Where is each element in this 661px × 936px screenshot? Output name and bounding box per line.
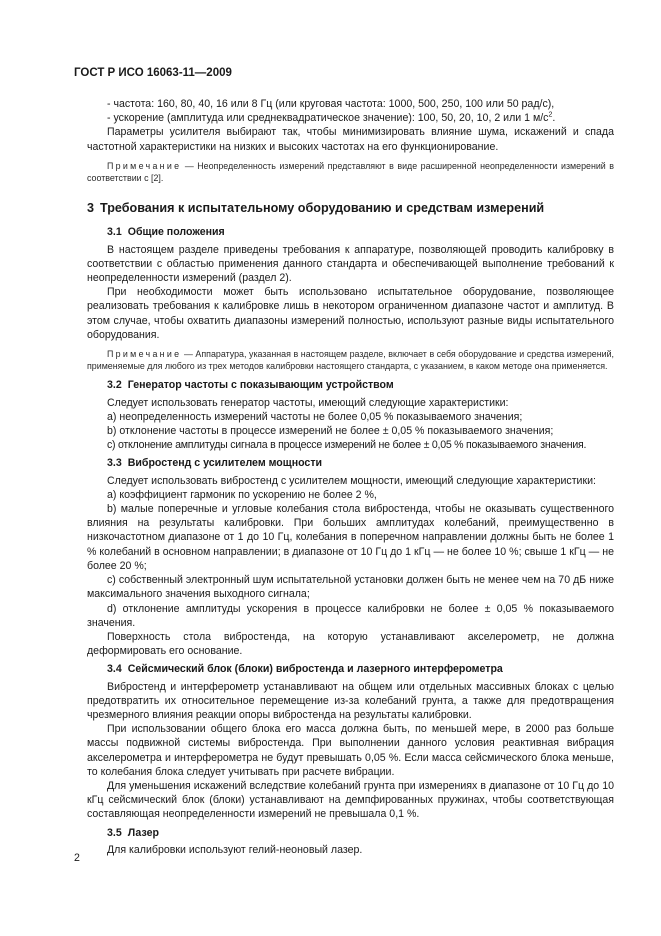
subsection-3-4-heading: [107, 662, 614, 676]
note-text: — Аппаратура, указанная в настоящем разделе, включает в себя оборудование и средства измерений, применяемые для любого из трех методов калибровки настоящего стандарта, с указанием, в каком методе она применяется.: [87, 349, 614, 372]
list-item-frequency: - частота: 160, 80, 40, 16 или 8 Гц (или круговая частота: 1000, 500, 250, 100 или 50 рад/с),: [107, 98, 555, 110]
note-uncertainty: [87, 160, 614, 184]
subsection-title: Лазер: [127, 826, 159, 839]
list-item-acceleration: [87, 111, 614, 125]
section-number: 3: [87, 201, 95, 216]
subsection-title: Вибростенд с усилителем мощности: [127, 457, 323, 470]
subsection-3-1-heading: [107, 225, 614, 239]
section-3-heading: [87, 201, 614, 215]
paragraph: При необходимости может быть использовано испытательное оборудование, позволяющее реализовать требования к калибровке лишь в некотором ограниченном диапазоне частот и амплитуд. В этом случае, чтобы охватить диапазоны измерений полностью, используют разные виды испытательного оборудования.: [87, 286, 614, 341]
note-equipment: [87, 348, 614, 372]
note-text: — Неопределенность измерений представляют в виде расширенной неопределенности измерений в соответствии с [2].: [87, 160, 614, 184]
subsection-number: 3.2: [107, 379, 122, 392]
list-item: b) отклонение частоты в процессе измерений не более ± 0,05 % показываемого значения;: [107, 425, 554, 438]
document-header: ГОСТ Р ИСО 16063-11—2009: [74, 67, 232, 79]
subsection-title: Сейсмический блок (блоки) вибростенда и лазерного интерферометра: [127, 663, 503, 676]
paragraph: Следует использовать вибростенд с усилителем мощности, имеющий следующие характеристики:: [107, 474, 596, 487]
subsection-title: Генератор частоты с показывающим устройством: [127, 379, 394, 392]
paragraph: Для калибровки используют гелий-неоновый лазер.: [107, 843, 363, 856]
subsection-number: 3.1: [107, 226, 122, 239]
list-item: a) неопределенность измерений частоты не более 0,05 % показываемого значения;: [107, 410, 523, 423]
list-item-acceleration-end: .: [552, 112, 556, 125]
note-label: Примечание: [107, 160, 182, 171]
list-item: b) малые поперечные и угловые колебания стола вибростенда, чтобы не оказывать существенного влияния на результаты калибровки. При больших амплитудах колебаний, преимущественно в низкочастотном диапазоне от 1 до 10 Гц, колебания в поперечном направлении должны быть не более 1 % колебаний в основном направлении; в диапазоне от 10 Гц до 1 кГц — не более 10 %; свыше 1 кГц — не более 20 %;: [87, 503, 614, 572]
paragraph-amplifier: Параметры усилителя выбирают так, чтобы минимизировать влияние шума, искажений и спада частотной характеристики на низких и высоких частотах на его функционирование.: [87, 126, 614, 153]
subsection-number: 3.3: [107, 457, 122, 470]
paragraph: При использовании общего блока его масса должна быть, по меньшей мере, в 2000 раз больше массы подвижной системы вибростенда. При выполнении данного условия реактивная вибрация акселерометра и интерферометра не будут превышать 0,05 %. Если масса сейсмического блока меньше, то колебания блока следует учитывать при расчете вибрации.: [87, 723, 614, 778]
paragraph: В настоящем разделе приведены требования к аппаратуре, позволяющей проводить калибровку в соответствии с областью применения данного стандарта и обеспечивающей выполнение требований к неопределенности измерений (раздел 2).: [87, 243, 614, 285]
subsection-3-2-heading: [107, 378, 614, 392]
paragraph: Поверхность стола вибростенда, на которую устанавливают акселерометр, не должна деформировать его основание.: [87, 630, 614, 658]
list-item: d) отклонение амплитуды ускорения в процессе калибровки не более ± 0,05 % показываемого значения.: [87, 602, 614, 629]
section-title: Требования к испытательному оборудованию и средствам измерений: [100, 201, 545, 216]
unit-superscript: 2: [548, 111, 553, 119]
paragraph: Следует использовать генератор частоты, имеющий следующие характеристики:: [107, 396, 509, 409]
subsection-title: Общие положения: [127, 226, 225, 239]
list-item-acceleration-text: - ускорение (амплитуда или среднеквадратическое значение): 100, 50, 20, 10, 2 или 1 м/с: [107, 112, 549, 125]
list-item: c) отклонение амплитуды сигнала в процессе измерений не более ± 0,05 % показываемого значения.: [107, 439, 587, 452]
subsection-number: 3.5: [107, 826, 122, 839]
note-label: Примечание: [107, 349, 182, 360]
page-number: 2: [74, 852, 80, 864]
subsection-number: 3.4: [107, 663, 122, 676]
paragraph: Вибростенд и интерферометр устанавливают на общем или отдельных массивных блоках с целью предотвратить их относительное перемещение из-за колебаний грунта, а также для предотвращения чрезмерного влияния реакции опоры вибростенда на результаты калибровки.: [87, 680, 614, 721]
paragraph: Для уменьшения искажений вследствие колебаний грунта при измерениях в диапазоне от 10 Гц до 10 кГц сейсмический блок (блоки) устанавливают на демпфированных пружинах, чтобы соответствующая составляющая неопределенности измерений не превышала 0,1 %.: [87, 779, 614, 821]
document-body: [87, 97, 614, 857]
list-item: c) собственный электронный шум испытательной установки должен быть не менее чем на 70 дБ ниже максимального значения выходного сигнала;: [87, 574, 614, 601]
subsection-3-3-heading: [107, 456, 614, 470]
subsection-3-5-heading: [107, 826, 614, 840]
list-item: a) коэффициент гармоник по ускорению не более 2 %,: [107, 488, 377, 501]
